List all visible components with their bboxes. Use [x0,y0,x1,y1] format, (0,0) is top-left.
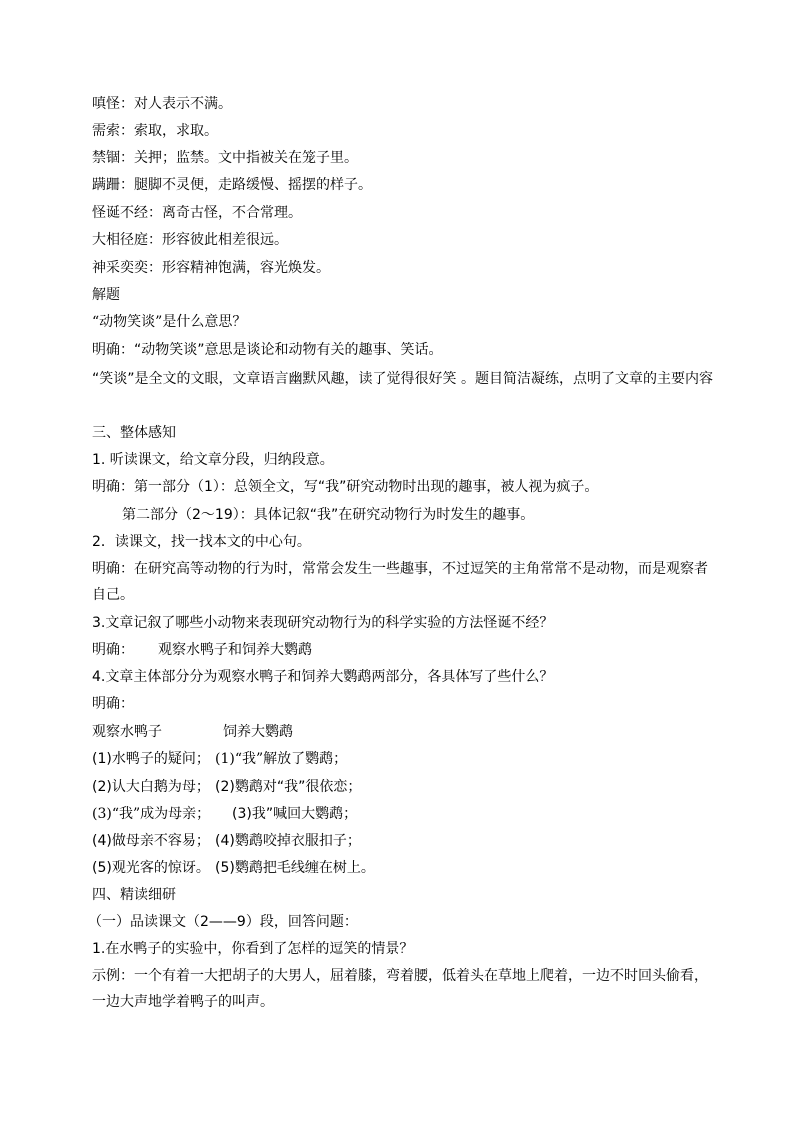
jieti-heading: 解题 [92,287,120,303]
jieti-paragraph: “笑谈”是全文的文眼，文章语言幽默风趣，读了觉得很好笑 。题目简洁凝练，点明了文章的主要内容 [92,371,713,387]
section3-question-1: 1. 听读课文，给文章分段，归纳段意。 [92,452,334,468]
section3-question-2: 2．读课文，找一找本文的中心句。 [92,534,311,550]
row-left: (4)做母亲不容易； [92,833,210,849]
row-left: (2)认大白鹅为母； [92,779,210,795]
jieti-answer: 明确：“动物笑谈”意思是谈论和动物有关的趣事、笑话。 [92,342,443,358]
row-left: (5)观光客的惊讶。 [92,860,210,876]
vocab-item: 嗔怪：对人表示不满。 [92,96,232,112]
vocab-item: 神采奕奕：形容精神饱满，容光焕发。 [92,260,330,276]
section3-answer-3-text: 观察水鸭子和饲养大鹦鹉 [158,642,312,658]
section4-subheading: （一）品读课文（2——9）段，回答问题： [88,914,358,930]
jieti-question: “动物笑谈”是什么意思？ [92,314,247,330]
row-left: (3)“我”成为母亲； [92,806,211,822]
row-right: (5)鹦鹉把毛线缠在树上。 [215,860,375,876]
section3-answer-1b: 第二部分（2～19）：具体记叙“我”在研究动物行为时发生的趣事。 [122,507,535,523]
vocab-item: 大相径庭：形容彼此相差很远。 [92,232,288,248]
section3-heading: 三、整体感知 [92,425,176,441]
section3-question-4: 4.文章主体部分分为观察水鸭子和饲养大鹦鹉两部分，各具体写了些什么？ [92,669,554,685]
section3-answer-2: 明确：在研究高等动物的行为时，常常会发生一些趣事，不过逗笑的主角常常不是动物，而是观察者自己。 [92,561,708,603]
vocab-item: 怪诞不经：离奇古怪，不合常理。 [92,205,302,221]
vocab-item: 需索：索取，求取。 [92,123,218,139]
row-right: (4)鹦鹉咬掉衣服扣子； [215,833,361,849]
section3-question-3: 3.文章记叙了哪些小动物来表现研究动物行为的科学实验的方法怪诞不经？ [92,615,554,631]
section4-question-1: 1.在水鸭子的实验中，你看到了怎样的逗笑的情景？ [92,941,414,957]
row-right: (3)我”喊回大鹦鹉； [232,806,358,822]
column-heading-left: 观察水鸭子 [92,724,162,740]
vocab-item: 禁锢：关押；监禁。文中指被关在笼子里。 [92,150,358,166]
section4-heading: 四、精读细研 [92,887,176,903]
section3-answer-3-label: 明确： [92,642,134,658]
vocab-item: 蹒跚：腿脚不灵便，走路缓慢、摇摆的样子。 [92,177,372,193]
section3-answer-4-label: 明确： [92,696,134,712]
column-heading-right: 饲养大鹦鹉 [223,724,293,740]
row-right: (2)鹦鹉对“我”很依恋； [215,779,362,795]
section3-answer-1a: 明确：第一部分（1）：总领全文，写“我”研究动物时出现的趣事，被人视为疯子。 [92,479,599,495]
section4-answer-1: 示例：一个有着一大把胡子的大男人，屈着膝，弯着腰，低着头在草地上爬着，一边不时回头偷看，一边大声地学着鸭子的叫声。 [92,968,708,1010]
row-left: (1)水鸭子的疑问； [92,751,210,767]
row-right: (1)“我”解放了鹦鹉； [215,751,348,767]
